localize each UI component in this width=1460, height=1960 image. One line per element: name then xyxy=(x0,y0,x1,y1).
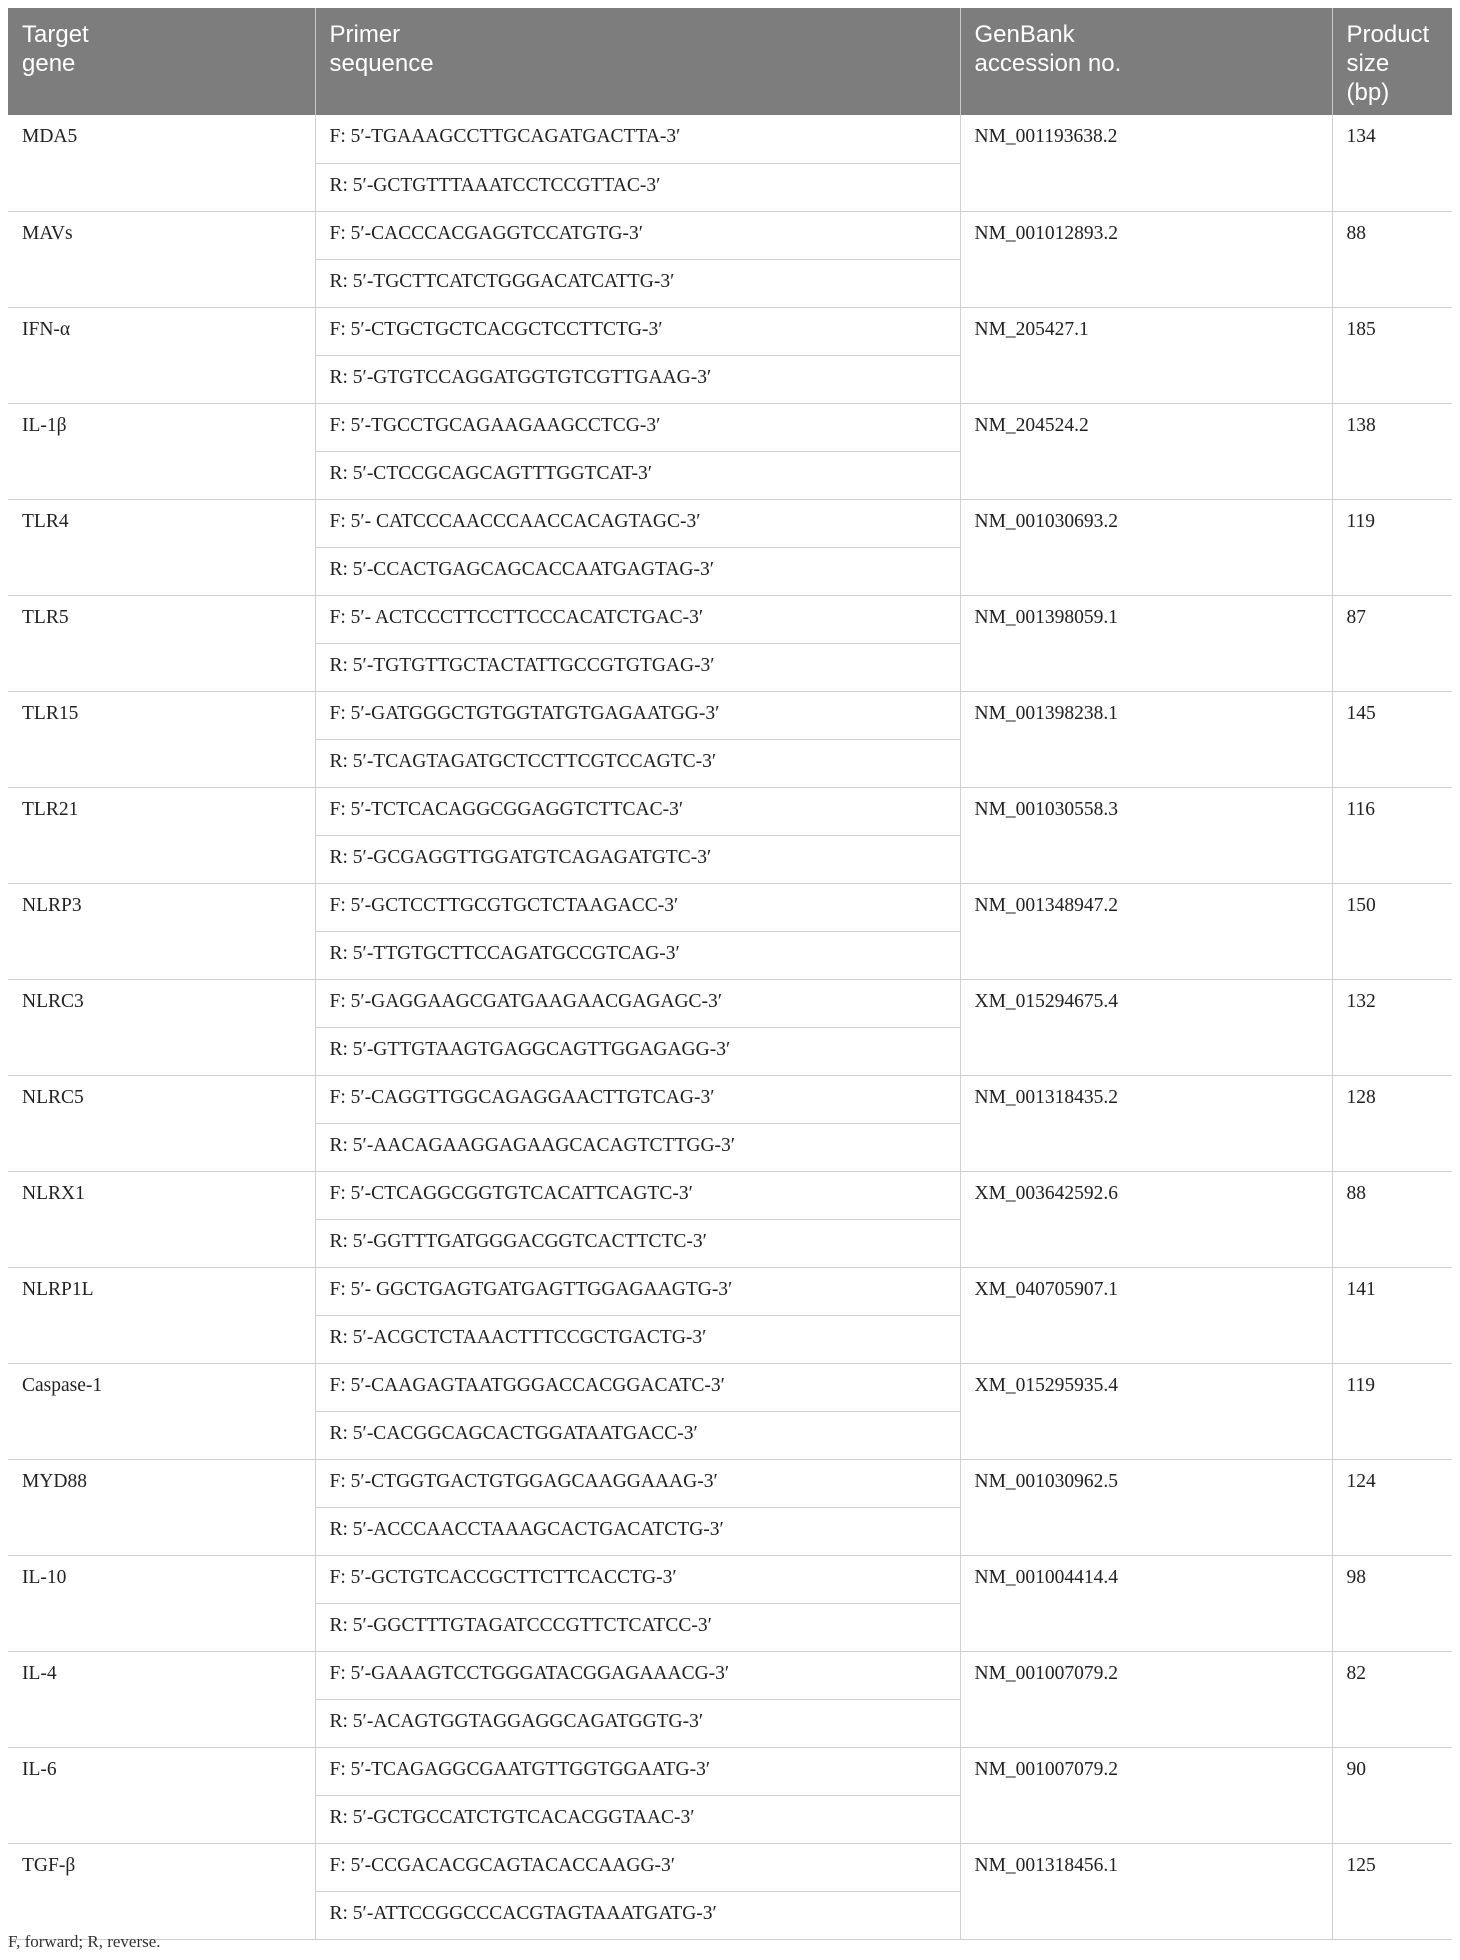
table-footnote: F, forward; R, reverse. xyxy=(8,1932,161,1951)
cell-reverse-primer: R: 5′-TCAGTAGATGCTCCTTCGTCCAGTC-3′ xyxy=(315,739,960,787)
header-text: Product xyxy=(1346,21,1430,48)
cell-forward-primer: F: 5′- ACTCCCTTCCTTCCCACATCTGAC-3′ xyxy=(315,595,960,643)
cell-reverse-primer: R: 5′-GTTGTAAGTGAGGCAGTTGGAGAGG-3′ xyxy=(315,1027,960,1075)
table-row-forward xyxy=(8,1651,1452,1699)
cell-forward-primer: F: 5′-CTGCTGCTCACGCTCCTTCTG-3′ xyxy=(315,307,960,355)
cell-product-size: 138 xyxy=(1332,403,1452,499)
header-product-size xyxy=(1332,8,1452,115)
cell-product-size: 125 xyxy=(1332,1843,1452,1939)
cell-forward-primer: F: 5′-GCTCCTTGCGTGCTCTAAGACC-3′ xyxy=(315,883,960,931)
header-row xyxy=(8,8,1452,115)
cell-forward-primer: F: 5′-CAGGTTGGCAGAGGAACTTGTCAG-3′ xyxy=(315,1075,960,1123)
cell-forward-primer: F: 5′-CTCAGGCGGTGTCACATTCAGTC-3′ xyxy=(315,1171,960,1219)
cell-target-gene: Caspase-1 xyxy=(8,1363,315,1459)
cell-target-gene: TLR5 xyxy=(8,595,315,691)
cell-product-size: 134 xyxy=(1332,115,1452,211)
table-row-forward xyxy=(8,1843,1452,1891)
table-row-forward xyxy=(8,883,1452,931)
table-row-forward xyxy=(8,403,1452,451)
cell-reverse-primer: R: 5′-ACAGTGGTAGGAGGCAGATGGTG-3′ xyxy=(315,1699,960,1747)
table-row-forward xyxy=(8,1555,1452,1603)
table-row-forward xyxy=(8,307,1452,355)
cell-product-size: 150 xyxy=(1332,883,1452,979)
cell-product-size: 119 xyxy=(1332,499,1452,595)
cell-reverse-primer: R: 5′-CACGGCAGCACTGGATAATGACC-3′ xyxy=(315,1411,960,1459)
cell-accession: NM_001030693.2 xyxy=(960,499,1332,595)
cell-product-size: 82 xyxy=(1332,1651,1452,1747)
cell-product-size: 90 xyxy=(1332,1747,1452,1843)
cell-reverse-primer: R: 5′-GCTGTTTAAATCCTCCGTTAC-3′ xyxy=(315,163,960,211)
header-text: sequence xyxy=(329,50,434,77)
cell-accession: XM_003642592.6 xyxy=(960,1171,1332,1267)
table-row-forward xyxy=(8,979,1452,1027)
cell-reverse-primer: R: 5′-GGCTTTGTAGATCCCGTTCTCATCC-3′ xyxy=(315,1603,960,1651)
cell-forward-primer: F: 5′-GAAAGTCCTGGGATACGGAGAAACG-3′ xyxy=(315,1651,960,1699)
cell-target-gene: IL-10 xyxy=(8,1555,315,1651)
cell-forward-primer: F: 5′-GCTGTCACCGCTTCTTCACCTG-3′ xyxy=(315,1555,960,1603)
cell-reverse-primer: R: 5′-TGTGTTGCTACTATTGCCGTGTGAG-3′ xyxy=(315,643,960,691)
table-row-forward xyxy=(8,1459,1452,1507)
cell-accession: NM_001348947.2 xyxy=(960,883,1332,979)
cell-reverse-primer: R: 5′-GGTTTGATGGGACGGTCACTTCTC-3′ xyxy=(315,1219,960,1267)
table-row-forward xyxy=(8,499,1452,547)
cell-target-gene: IL-6 xyxy=(8,1747,315,1843)
cell-forward-primer: F: 5′-TCTCACAGGCGGAGGTCTTCAC-3′ xyxy=(315,787,960,835)
cell-forward-primer: F: 5′-GATGGGCTGTGGTATGTGAGAATGG-3′ xyxy=(315,691,960,739)
cell-target-gene: MYD88 xyxy=(8,1459,315,1555)
header-text: Target xyxy=(22,21,89,48)
cell-accession: NM_001004414.4 xyxy=(960,1555,1332,1651)
table-row-forward xyxy=(8,1747,1452,1795)
cell-accession: XM_015294675.4 xyxy=(960,979,1332,1075)
cell-product-size: 185 xyxy=(1332,307,1452,403)
table-row-forward xyxy=(8,115,1452,163)
cell-forward-primer: F: 5′-TGCCTGCAGAAGAAGCCTCG-3′ xyxy=(315,403,960,451)
cell-reverse-primer: R: 5′-TGCTTCATCTGGGACATCATTG-3′ xyxy=(315,259,960,307)
cell-accession: NM_001398238.1 xyxy=(960,691,1332,787)
cell-target-gene: NLRP3 xyxy=(8,883,315,979)
cell-reverse-primer: R: 5′-TTGTGCTTCCAGATGCCGTCAG-3′ xyxy=(315,931,960,979)
cell-reverse-primer: R: 5′-CCACTGAGCAGCACCAATGAGTAG-3′ xyxy=(315,547,960,595)
cell-product-size: 124 xyxy=(1332,1459,1452,1555)
cell-forward-primer: F: 5′-TCAGAGGCGAATGTTGGTGGAATG-3′ xyxy=(315,1747,960,1795)
table-row-forward xyxy=(8,1171,1452,1219)
header-genbank-accession xyxy=(960,8,1332,115)
header-text: Primer xyxy=(329,21,401,48)
cell-reverse-primer: R: 5′-GCGAGGTTGGATGTCAGAGATGTC-3′ xyxy=(315,835,960,883)
cell-reverse-primer: R: 5′-ACGCTCTAAACTTTCCGCTGACTG-3′ xyxy=(315,1315,960,1363)
cell-accession: NM_001007079.2 xyxy=(960,1651,1332,1747)
header-text: size (bp) xyxy=(1346,50,1390,106)
table-row-forward xyxy=(8,1363,1452,1411)
cell-accession: NM_001318435.2 xyxy=(960,1075,1332,1171)
cell-product-size: 88 xyxy=(1332,1171,1452,1267)
cell-target-gene: TLR15 xyxy=(8,691,315,787)
cell-product-size: 88 xyxy=(1332,211,1452,307)
cell-reverse-primer: R: 5′-GTGTCCAGGATGGTGTCGTTGAAG-3′ xyxy=(315,355,960,403)
cell-target-gene: TLR21 xyxy=(8,787,315,883)
cell-forward-primer: F: 5′-CACCCACGAGGTCCATGTG-3′ xyxy=(315,211,960,259)
cell-accession: NM_205427.1 xyxy=(960,307,1332,403)
cell-product-size: 145 xyxy=(1332,691,1452,787)
cell-accession: NM_001318456.1 xyxy=(960,1843,1332,1939)
cell-forward-primer: F: 5′- CATCCCAACCCAACCACAGTAGC-3′ xyxy=(315,499,960,547)
primer-table xyxy=(8,8,1452,1940)
table-row-forward xyxy=(8,691,1452,739)
table-row-forward xyxy=(8,1075,1452,1123)
cell-forward-primer: F: 5′-CCGACACGCAGTACACCAAGG-3′ xyxy=(315,1843,960,1891)
cell-reverse-primer: R: 5′-GCTGCCATCTGTCACACGGTAAC-3′ xyxy=(315,1795,960,1843)
cell-product-size: 128 xyxy=(1332,1075,1452,1171)
header-text: gene xyxy=(22,50,76,77)
cell-reverse-primer: R: 5′-ACCCAACCTAAAGCACTGACATCTG-3′ xyxy=(315,1507,960,1555)
header-text: GenBank xyxy=(974,21,1075,48)
cell-reverse-primer: R: 5′-AACAGAAGGAGAAGCACAGTCTTGG-3′ xyxy=(315,1123,960,1171)
cell-forward-primer: F: 5′-GAGGAAGCGATGAAGAACGAGAGC-3′ xyxy=(315,979,960,1027)
header-text: accession no. xyxy=(974,50,1122,77)
cell-target-gene: NLRX1 xyxy=(8,1171,315,1267)
cell-accession: NM_001030558.3 xyxy=(960,787,1332,883)
cell-accession: NM_001007079.2 xyxy=(960,1747,1332,1843)
cell-forward-primer: F: 5′- GGCTGAGTGATGAGTTGGAGAAGTG-3′ xyxy=(315,1267,960,1315)
cell-target-gene: NLRP1L xyxy=(8,1267,315,1363)
cell-reverse-primer: R: 5′-CTCCGCAGCAGTTTGGTCAT-3′ xyxy=(315,451,960,499)
table-row-forward xyxy=(8,787,1452,835)
table-header xyxy=(8,8,1452,115)
cell-target-gene: MAVs xyxy=(8,211,315,307)
table-row-forward xyxy=(8,211,1452,259)
cell-product-size: 132 xyxy=(1332,979,1452,1075)
cell-target-gene: TLR4 xyxy=(8,499,315,595)
cell-forward-primer: F: 5′-CAAGAGTAATGGGACCACGGACATC-3′ xyxy=(315,1363,960,1411)
cell-product-size: 98 xyxy=(1332,1555,1452,1651)
table-row-forward xyxy=(8,1267,1452,1315)
cell-target-gene: TGF-β xyxy=(8,1843,315,1939)
cell-product-size: 87 xyxy=(1332,595,1452,691)
cell-accession: NM_001398059.1 xyxy=(960,595,1332,691)
primer-table-container xyxy=(8,8,1452,1940)
cell-accession: XM_015295935.4 xyxy=(960,1363,1332,1459)
cell-forward-primer: F: 5′-CTGGTGACTGTGGAGCAAGGAAAG-3′ xyxy=(315,1459,960,1507)
header-primer-sequence xyxy=(315,8,960,115)
table-row-forward xyxy=(8,595,1452,643)
cell-accession: NM_001012893.2 xyxy=(960,211,1332,307)
cell-target-gene: IL-1β xyxy=(8,403,315,499)
cell-accession: NM_001193638.2 xyxy=(960,115,1332,211)
cell-product-size: 141 xyxy=(1332,1267,1452,1363)
cell-accession: NM_204524.2 xyxy=(960,403,1332,499)
cell-target-gene: IL-4 xyxy=(8,1651,315,1747)
cell-target-gene: NLRC5 xyxy=(8,1075,315,1171)
cell-reverse-primer: R: 5′-ATTCCGGCCCACGTAGTAAATGATG-3′ xyxy=(315,1891,960,1939)
cell-forward-primer: F: 5′-TGAAAGCCTTGCAGATGACTTA-3′ xyxy=(315,115,960,163)
cell-accession: NM_001030962.5 xyxy=(960,1459,1332,1555)
header-target-gene xyxy=(8,8,315,115)
cell-product-size: 119 xyxy=(1332,1363,1452,1459)
cell-accession: XM_040705907.1 xyxy=(960,1267,1332,1363)
table-body xyxy=(8,115,1452,1939)
cell-target-gene: IFN-α xyxy=(8,307,315,403)
cell-target-gene: MDA5 xyxy=(8,115,315,211)
cell-target-gene: NLRC3 xyxy=(8,979,315,1075)
cell-product-size: 116 xyxy=(1332,787,1452,883)
